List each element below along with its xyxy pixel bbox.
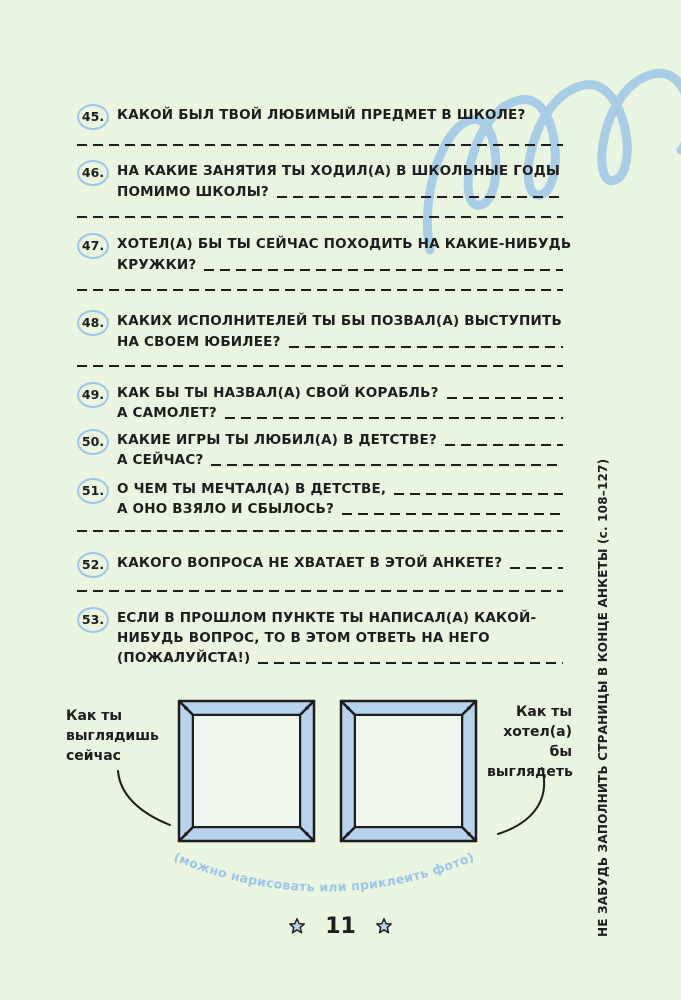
curved-note-text: (можно нарисовать или приклеить фото) (171, 848, 477, 895)
question-number: 47. (77, 233, 109, 259)
answer-line[interactable] (77, 590, 563, 592)
answer-line[interactable] (342, 513, 563, 515)
page-number-row (0, 913, 681, 939)
side-note: НЕ ЗАБУДЬ ЗАПОЛНИТЬ СТРАНИЦЫ В КОНЦЕ АНКЕТЫ (с. 108–127) (596, 458, 610, 937)
question-text: НИБУДЬ ВОПРОС, ТО В ЭТОМ ОТВЕТЬ НА НЕГО (117, 630, 490, 646)
pointer-arrow-right (490, 762, 560, 842)
answer-line[interactable] (77, 530, 563, 532)
question-number: 52. (77, 552, 109, 578)
question-text: НА КАКИЕ ЗАНЯТИЯ ТЫ ХОДИЛ(А) В ШКОЛЬНЫЕ ГОДЫ (117, 163, 561, 179)
question-text: КАКОЙ БЫЛ ТВОЙ ЛЮБИМЫЙ ПРЕДМЕТ В ШКОЛЕ? (117, 107, 526, 123)
question-number: 49. (77, 382, 109, 408)
question-number: 48. (77, 310, 109, 336)
question-text: КАКИХ ИСПОЛНИТЕЛЕЙ ТЫ БЫ ПОЗВАЛ(А) ВЫСТУПИТЬ (117, 313, 562, 329)
question-number: 50. (77, 429, 109, 455)
question-text: О ЧЕМ ТЫ МЕЧТАЛ(А) В ДЕТСТВЕ, (117, 481, 387, 497)
answer-line[interactable] (77, 289, 563, 291)
question-number: 46. (77, 160, 109, 186)
question-text: КАКОГО ВОПРОСА НЕ ХВАТАЕТ В ЭТОЙ АНКЕТЕ? (117, 555, 503, 571)
question-text: (ПОЖАЛУЙСТА!) (117, 650, 251, 666)
caption-left: Как ты выглядишь сейчас (66, 708, 159, 764)
question-number: 45. (77, 104, 109, 130)
star-icon (288, 917, 306, 935)
question-text: КАК БЫ ТЫ НАЗВАЛ(А) СВОЙ КОРАБЛЬ? (117, 385, 439, 401)
answer-line[interactable] (204, 269, 563, 271)
answer-line[interactable] (289, 346, 563, 348)
curved-note (160, 830, 490, 910)
answer-line[interactable] (510, 567, 563, 569)
question-text: А ОНО ВЗЯЛО И СБЫЛОСЬ? (117, 501, 335, 517)
question-text: НА СВОЕМ ЮБИЛЕЕ? (117, 334, 281, 350)
question-text: А СЕЙЧАС? (117, 452, 204, 468)
star-icon (375, 917, 393, 935)
question-number: 51. (77, 478, 109, 504)
answer-line[interactable] (77, 216, 563, 218)
question-text: ПОМИМО ШКОЛЫ? (117, 184, 269, 200)
svg-text:(можно нарисовать или приклеит (172, 849, 476, 895)
question-text: КАКИЕ ИГРЫ ТЫ ЛЮБИЛ(А) В ДЕТСТВЕ? (117, 432, 437, 448)
page-number: 11 (325, 913, 356, 939)
photo-frame-wish[interactable] (337, 697, 480, 845)
question-text: ЕСЛИ В ПРОШЛОМ ПУНКТЕ ТЫ НАПИСАЛ(А) КАКОЙ- (117, 610, 537, 626)
photo-frame-now[interactable] (175, 697, 318, 845)
question-text: А САМОЛЕТ? (117, 405, 217, 421)
answer-line[interactable] (258, 662, 563, 664)
answer-line[interactable] (447, 397, 563, 399)
answer-line[interactable] (394, 493, 563, 495)
pointer-arrow-left (110, 765, 180, 835)
answer-line[interactable] (77, 365, 563, 367)
answer-line[interactable] (277, 196, 563, 198)
caption-right: Как ты хотел(а) бы выглядеть (487, 704, 573, 780)
answer-line[interactable] (445, 444, 563, 446)
answer-line[interactable] (211, 464, 563, 466)
question-number: 53. (77, 607, 109, 633)
answer-line[interactable] (77, 144, 563, 146)
answer-line[interactable] (225, 417, 563, 419)
question-text: КРУЖКИ? (117, 257, 197, 273)
question-text: ХОТЕЛ(А) БЫ ТЫ СЕЙЧАС ПОХОДИТЬ НА КАКИЕ-НИБУДЬ (117, 236, 572, 252)
